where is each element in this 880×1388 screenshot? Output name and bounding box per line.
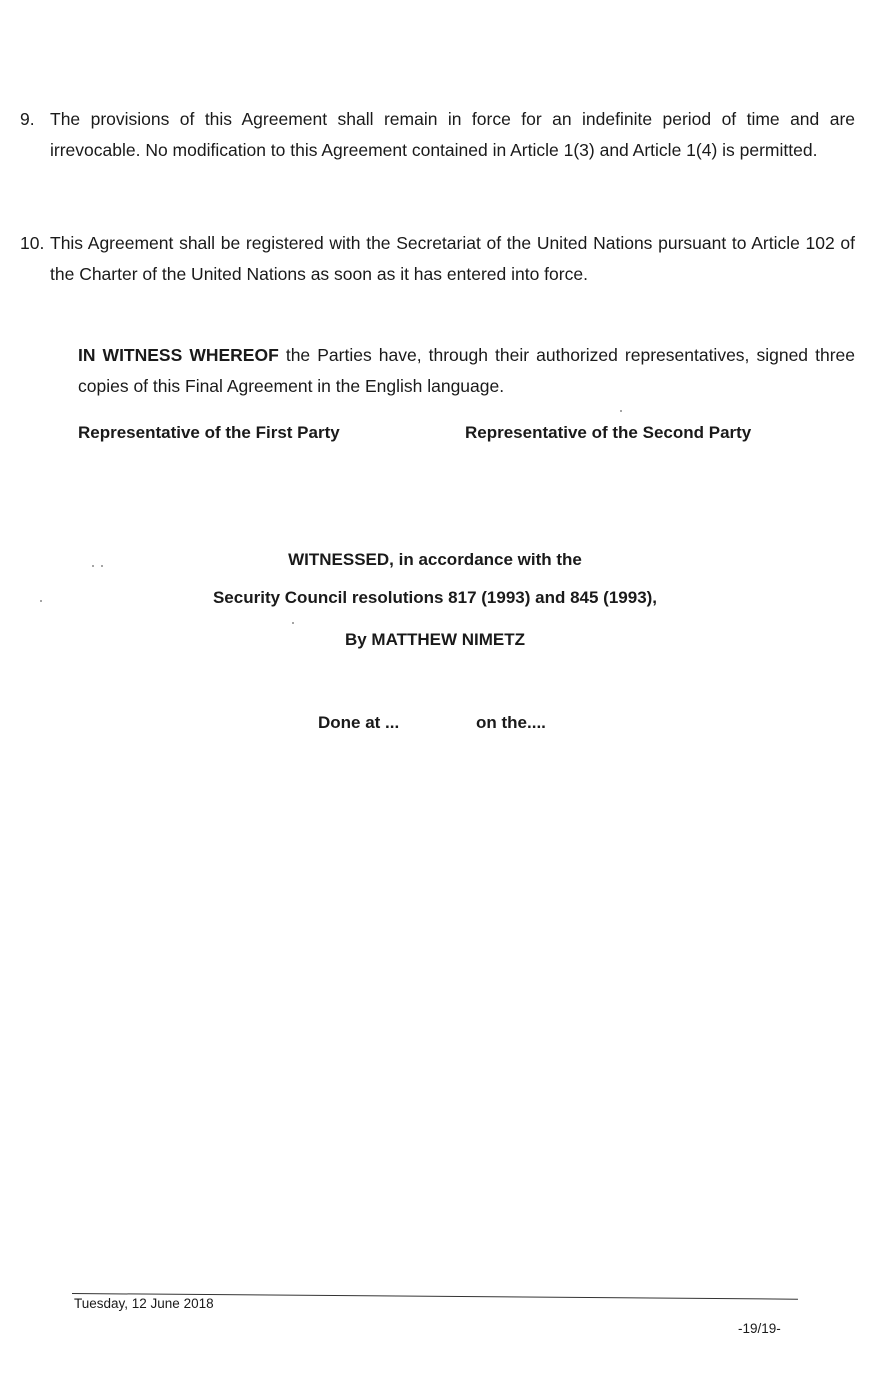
article-number: 10. (20, 233, 45, 253)
first-party-representative: Representative of the First Party (78, 423, 340, 442)
witnessed-line-2: Security Council resolutions 817 (1993) and 845 (1993), (212, 588, 658, 607)
witnessed-line-1: WITNESSED, in accordance with the (288, 550, 582, 569)
scan-speck (620, 410, 622, 412)
witness-clause-lead: IN WITNESS WHEREOF (78, 345, 279, 365)
article-number: 9. (20, 109, 35, 129)
footer-date: Tuesday, 12 June 2018 (74, 1296, 214, 1311)
page-number: -19/19- (738, 1321, 781, 1336)
witness-clause (78, 340, 855, 402)
witnessed-line-3: By MATTHEW NIMETZ (344, 630, 526, 649)
article-9 (20, 104, 855, 166)
article-10 (20, 228, 855, 290)
second-party-representative: Representative of the Second Party (465, 423, 752, 442)
scan-speck (292, 622, 294, 624)
done-at-place: Done at ... (318, 713, 400, 732)
scan-speck (92, 565, 94, 567)
done-on-date: on the.... (476, 713, 546, 732)
article-text: The provisions of this Agreement shall remain in force for an indefinite period of time and are irrevocable. No modification to this Agreement contained in Article 1(3) and Article 1(4) is permitted. (50, 109, 855, 160)
scan-speck (40, 600, 42, 602)
scan-speck (101, 565, 103, 567)
article-text: This Agreement shall be registered with the Secretariat of the United Nations pursuant to Article 102 of the Charter of the United Nations as soon as it has entered into force. (50, 233, 855, 284)
witness-clause-text: the Parties have, through their authorized representatives, signed three copies of this Final Agreement in the English language. (78, 345, 855, 396)
